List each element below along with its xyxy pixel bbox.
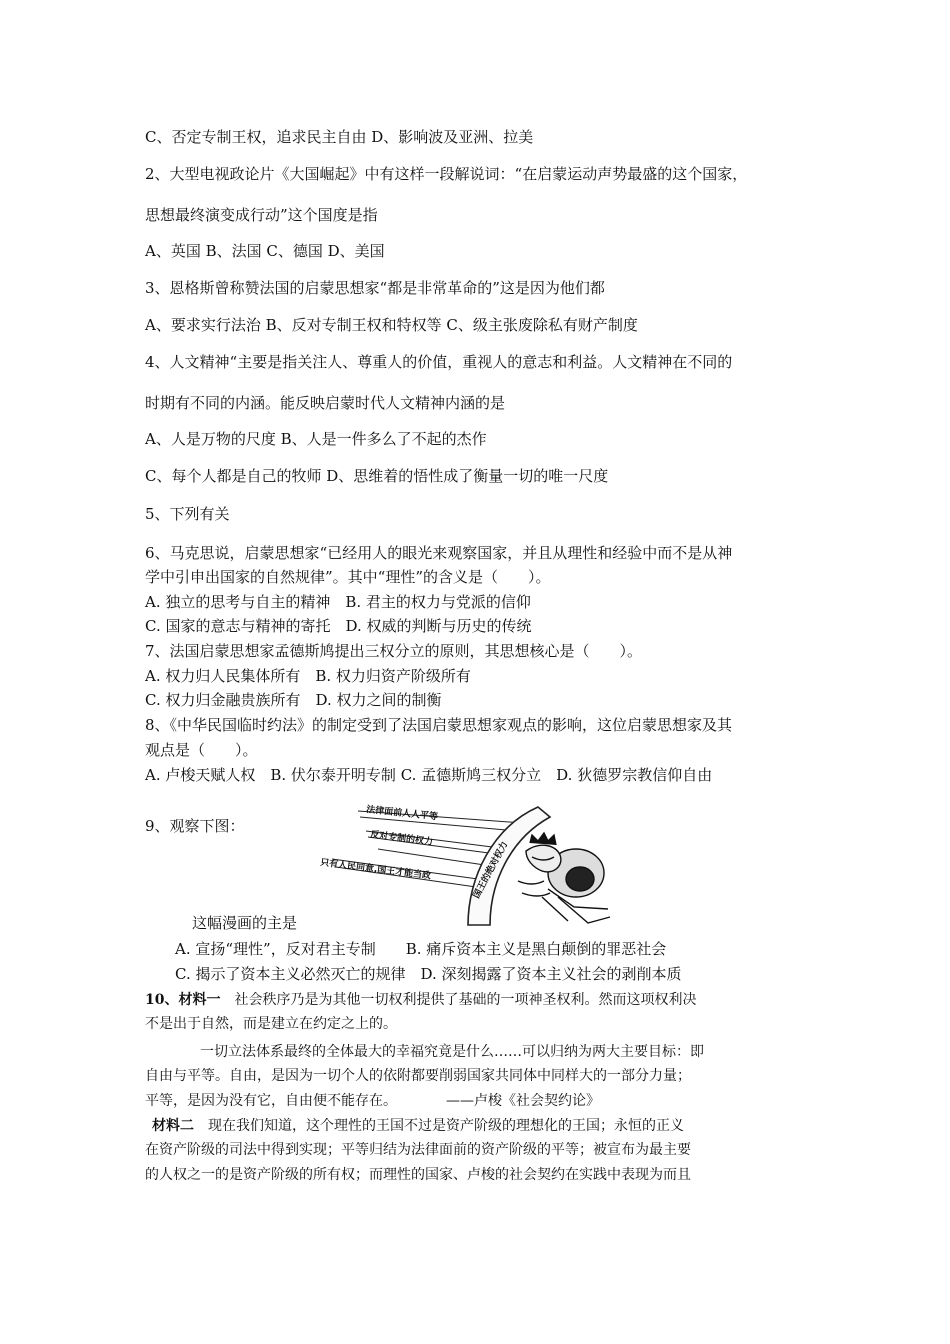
- question-6-options-cd: C. 国家的意志与精神的寄托 D. 权威的判断与历史的传统: [145, 617, 532, 635]
- cartoon-label-top: 法律面前人人平等: [365, 805, 439, 823]
- cartoon-label-middle: 反对专制的权力: [369, 830, 434, 848]
- material-1-line-5: 平等，是因为没有它，自由便不能存在。 ——卢梭《社会契约论》: [145, 1093, 600, 1109]
- material-1-line-1: 社会秩序乃是为其他一切权利提供了基础的一项神圣权利。然而这项权利决: [220, 992, 697, 1008]
- question-6-options-ab: A. 独立的思考与自主的精神 B. 君主的权力与党派的信仰: [145, 593, 531, 611]
- material-2-line-3: 的人权之一的是资产阶级的所有权；而理性的国家、卢梭的社会契约在实践中表现为而且: [145, 1167, 691, 1183]
- question-1-options-cd: C、否定专制王权，追求民主自由 D、影响波及亚洲、拉美: [145, 128, 534, 146]
- question-7-stem: 7、法国启蒙思想家孟德斯鸠提出三权分立的原则，其思想核心是（ ）。: [145, 642, 643, 660]
- material-2-line-2: 在资产阶级的司法中得到实现；平等归结为法律面前的资产阶级的平等；被宣布为最主要: [145, 1142, 691, 1158]
- material-2-line-1-text: 现在我们知道，这个理性的王国不过是资产阶级的理想化的王国；永恒的正义: [194, 1118, 684, 1134]
- question-2-stem-line-1: 2、大型电视政论片《大国崛起》中有这样一段解说词：“在启蒙运动声势最盛的这个国家，: [145, 165, 748, 183]
- question-7-options-cd: C. 权力归金融贵族所有 D. 权力之间的制衡: [145, 691, 442, 709]
- question-9-options-cd: C. 揭示了资本主义必然灭亡的规律 D. 深刻揭露了资本主义社会的剥削本质: [175, 965, 682, 983]
- question-2-options: A、英国 B、法国 C、德国 D、美国: [145, 242, 385, 260]
- question-9-options-ab: A. 宣扬“理性”，反对君主专制 B. 痛斥资本主义是黑白颠倒的罪恶社会: [175, 940, 667, 958]
- question-4-stem-line-2: 时期有不同的内涵。能反映启蒙时代人文精神内涵的是: [145, 394, 506, 412]
- cartoon-illustration: [318, 797, 618, 929]
- question-3-stem: 3、恩格斯曾称赞法国的启蒙思想家“都是非常革命的”这是因为他们都: [145, 279, 605, 297]
- cartoon-label-bottom: 只有人民同意,国王才能当政: [319, 858, 432, 882]
- material-1-line-4: 自由与平等。自由，是因为一切个人的依附都要削弱国家共同体中同样大的一部分力量；: [145, 1068, 691, 1084]
- question-4-options-cd: C、每个人都是自己的牧师 D、思维着的悟性成了衡量一切的唯一尺度: [145, 467, 609, 485]
- material-1-line-3: 一切立法体系最终的全体最大的幸福究竟是什么……可以归纳为两大主要目标：即: [200, 1044, 704, 1060]
- question-8-stem-line-1: 8、《中华民国临时约法》的制定受到了法国启蒙思想家观点的影响，这位启蒙思想家及其: [145, 716, 733, 734]
- cartoon-label-shield: 国王的绝对权力: [471, 840, 511, 901]
- cartoon-figure: [518, 833, 610, 923]
- question-8-stem-line-2: 观点是（ ）。: [145, 741, 258, 759]
- question-4-options-ab: A、人是万物的尺度 B、人是一件多么了不起的杰作: [145, 430, 487, 448]
- material-2-line-1: [152, 1115, 684, 1135]
- question-10-number-label: 10、材料一: [145, 992, 221, 1008]
- question-9-followup: 这幅漫画的主是: [192, 914, 298, 932]
- question-5-stem: 5、下列有关: [145, 505, 230, 523]
- material-2-label: 材料二: [152, 1118, 194, 1134]
- question-7-options-ab: A. 权力归人民集体所有 B. 权力归资产阶级所有: [145, 667, 471, 685]
- question-9-stem: 9、观察下图：: [145, 817, 245, 835]
- question-4-stem-line-1: 4、人文精神“主要是指关注人、尊重人的价值，重视人的意志和利益。人文精神在不同的: [145, 353, 733, 371]
- question-8-options: A. 卢梭天赋人权 B. 伏尔泰开明专制 C. 孟德斯鸠三权分立 D. 狄德罗宗教信仰自由: [145, 766, 713, 784]
- question-2-stem-line-2: 思想最终演变成行动”这个国度是指: [145, 206, 378, 224]
- question-6-stem-line-1: 6、马克思说，启蒙思想家“已经用人的眼光来观察国家，并且从理性和经验中而不是从神: [145, 544, 733, 562]
- question-3-options: A、要求实行法治 B、反对专制王权和特权等 C、级主张废除私有财产制度: [145, 316, 638, 334]
- material-1-line-2: 不是出于自然，而是建立在约定之上的。: [145, 1016, 397, 1032]
- question-6-stem-line-2: 学中引申出国家的自然规律”。其中“理性”的含义是（ ）。: [145, 568, 551, 586]
- question-10-line-1: [145, 989, 696, 1009]
